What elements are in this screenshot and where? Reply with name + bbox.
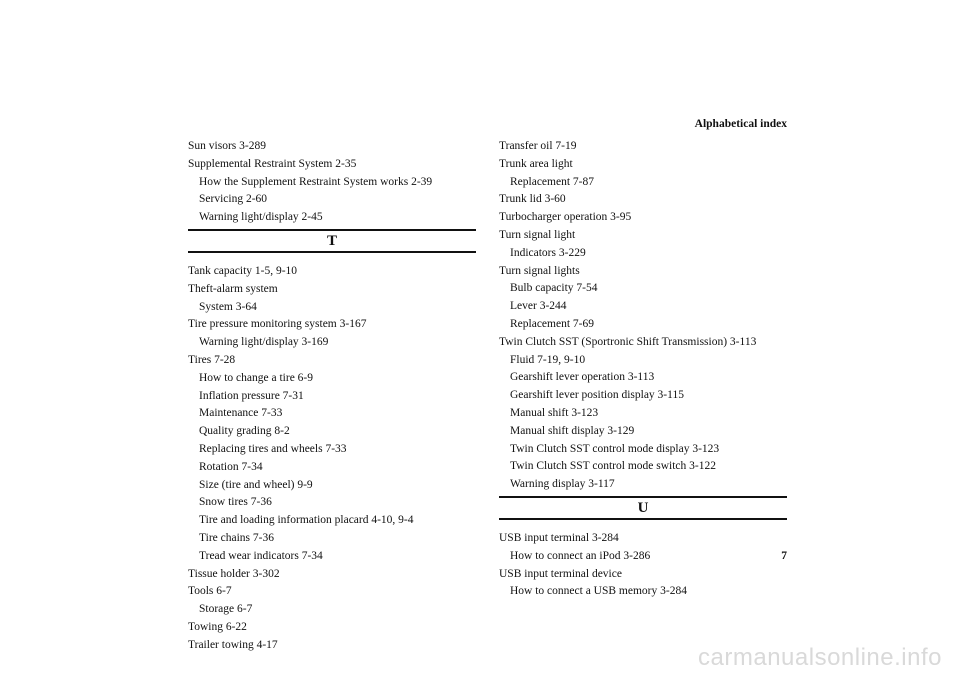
index-subentry: Lever 3-244 <box>510 300 567 313</box>
index-entry: Turn signal light <box>499 228 576 241</box>
index-subentry: How the Supplement Restraint System works 2-39 <box>199 175 433 188</box>
index-subentry: Size (tire and wheel) 9-9 <box>199 478 313 491</box>
index-subentry: How to connect an iPod 3-286 <box>510 549 651 562</box>
index-subentry: Gearshift lever operation 3-113 <box>510 371 655 384</box>
index-entry: Tank capacity 1-5, 9-10 <box>188 264 298 277</box>
index-entry: Trunk area light <box>499 157 573 170</box>
section-letter-u: U <box>499 496 787 520</box>
index-subentry: Warning light/display 2-45 <box>199 211 323 224</box>
index-subentry: Snow tires 7-36 <box>199 496 272 509</box>
index-subentry: Replacement 7-87 <box>510 175 594 188</box>
index-entry: Transfer oil 7-19 <box>499 140 577 152</box>
index-subentry: Twin Clutch SST control mode switch 3-122 <box>510 460 716 473</box>
index-subentry: Indicators 3-229 <box>510 246 586 259</box>
index-entry: USB input terminal 3-284 <box>499 531 619 544</box>
index-subentry: Quality grading 8-2 <box>199 425 290 438</box>
index-subentry: How to connect a USB memory 3-284 <box>510 585 687 598</box>
index-subentry: Tread wear indicators 7-34 <box>199 549 323 562</box>
index-subentry: Bulb capacity 7-54 <box>510 282 598 295</box>
index-subentry: Rotation 7-34 <box>199 460 263 473</box>
section-letter-t: T <box>188 229 476 253</box>
index-subentry: Storage 6-7 <box>199 603 253 616</box>
index-entry: Trunk lid 3-60 <box>499 193 566 206</box>
index-entry: Towing 6-22 <box>188 620 247 633</box>
page-number: 7 <box>781 550 787 562</box>
index-entry: Tissue holder 3-302 <box>188 567 280 580</box>
index-subentry: Fluid 7-19, 9-10 <box>510 353 586 366</box>
index-entry: Tools 6-7 <box>188 585 232 598</box>
index-subentry: Replacing tires and wheels 7-33 <box>199 442 347 455</box>
index-entry: Supplemental Restraint System 2-35 <box>188 157 357 170</box>
index-entry: USB input terminal device <box>499 567 622 580</box>
index-subentry: Warning light/display 3-169 <box>199 336 329 349</box>
index-column-left <box>188 138 476 655</box>
index-subentry: Twin Clutch SST control mode display 3-123 <box>510 442 720 455</box>
index-subentry: Tire and loading information placard 4-10, 9-4 <box>199 514 414 527</box>
index-entry: Tires 7-28 <box>188 353 236 366</box>
index-entries-section <box>188 263 476 655</box>
index-subentry: Maintenance 7-33 <box>199 407 283 420</box>
index-entry: Tire pressure monitoring system 3-167 <box>188 318 367 331</box>
page-header-title: Alphabetical index <box>694 118 787 130</box>
index-entry: Sun visors 3-289 <box>188 140 266 152</box>
index-subentry: Gearshift lever position display 3-115 <box>510 389 684 402</box>
index-entries-top <box>499 138 787 494</box>
index-subentry: System 3-64 <box>199 300 257 313</box>
index-subentry: Manual shift 3-123 <box>510 406 599 419</box>
index-subentry: Servicing 2-60 <box>199 193 268 206</box>
index-entry: Theft-alarm system <box>188 282 278 295</box>
index-subentry: Inflation pressure 7-31 <box>199 389 304 402</box>
index-subentry: How to change a tire 6-9 <box>199 371 314 384</box>
index-entry: Turn signal lights <box>499 264 580 277</box>
index-entries-section <box>499 530 787 601</box>
index-entries-top <box>188 138 476 227</box>
index-entry: Twin Clutch SST (Sportronic Shift Transmission) 3-113 <box>499 335 757 348</box>
index-subentry: Warning display 3-117 <box>510 478 615 491</box>
index-entry: Turbocharger operation 3-95 <box>499 211 632 224</box>
watermark: carmanualsonline.info <box>698 644 942 671</box>
index-subentry: Tire chains 7-36 <box>199 531 274 544</box>
index-subentry: Replacement 7-69 <box>510 317 594 330</box>
index-column-right <box>499 138 787 601</box>
index-subentry: Manual shift display 3-129 <box>510 424 635 437</box>
index-entry: Trailer towing 4-17 <box>188 638 278 651</box>
